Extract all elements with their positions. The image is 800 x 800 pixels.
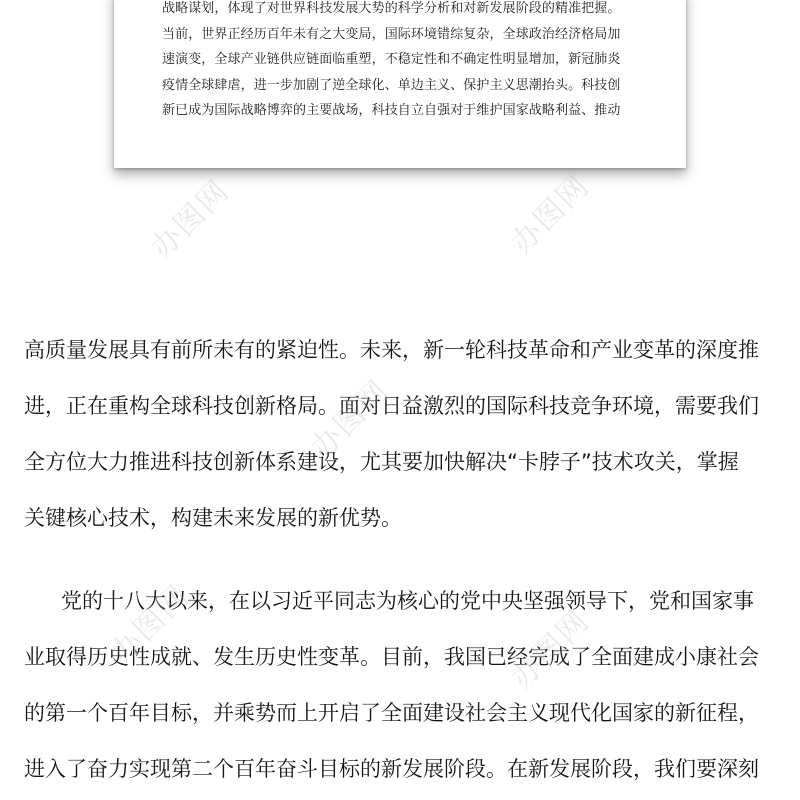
excerpt-line: 新已成为国际战略博弈的主要战场，科技自立自强对于维护国家战略利益、推动 bbox=[162, 103, 621, 118]
watermark: 办图网 bbox=[304, 373, 397, 466]
excerpt-line: 疫情全球肆虐，进一步加剧了逆全球化、单边主义、保护主义思潮抬头。科技创 bbox=[162, 77, 621, 93]
watermark: 办图网 bbox=[144, 173, 237, 266]
paragraph-line: 高质量发展具有前所未有的紧迫性。未来，新一轮科技革命和产业变革的深度推 bbox=[24, 338, 759, 362]
excerpt-line: 当前，世界正经历百年未有之大变局，国际环境错综复杂，全球政治经济格局加 bbox=[162, 26, 621, 42]
paragraph-line: 的第一个百年目标，并乘势而上开启了全面建设社会主义现代化国家的新征程， bbox=[24, 701, 759, 725]
paragraph bbox=[24, 573, 776, 797]
paragraph-line: 全方位大力推进科技创新体系建设，尤其要加快解决“卡脖子”技术攻关，掌握 bbox=[24, 450, 739, 474]
quoted-excerpt-card bbox=[114, 0, 686, 168]
excerpt-text bbox=[162, 0, 656, 124]
paragraph-line: 党的十八大以来，在以习近平同志为核心的党中央坚强领导下，党和国家事 bbox=[61, 589, 754, 613]
excerpt-line: 速演变，全球产业链供应链面临重塑，不稳定性和不确定性明显增加，新冠肺炎 bbox=[162, 52, 621, 67]
paragraph bbox=[24, 322, 776, 546]
watermark: 办图网 bbox=[504, 603, 597, 696]
paragraph-line: 关键核心技术，构建未来发展的新优势。 bbox=[24, 506, 402, 530]
article-body bbox=[24, 322, 776, 797]
watermark: 办图网 bbox=[104, 578, 197, 671]
paragraph-gap bbox=[24, 546, 776, 573]
paragraph-line: 进入了奋力实现第二个百年奋斗目标的新发展阶段。在新发展阶段，我们要深刻 bbox=[24, 757, 759, 781]
watermark: 办图网 bbox=[504, 168, 597, 261]
paragraph-line: 进，正在重构全球科技创新格局。面对日益激烈的国际科技竞争环境，需要我们 bbox=[24, 394, 759, 418]
excerpt-line: 战略谋划，体现了对世界科技发展大势的科学分析和对新发展阶段的精准把握。 bbox=[162, 1, 621, 16]
paragraph-line: 业取得历史性成就、发生历史性变革。目前，我国已经完成了全面建成小康社会 bbox=[24, 645, 759, 669]
